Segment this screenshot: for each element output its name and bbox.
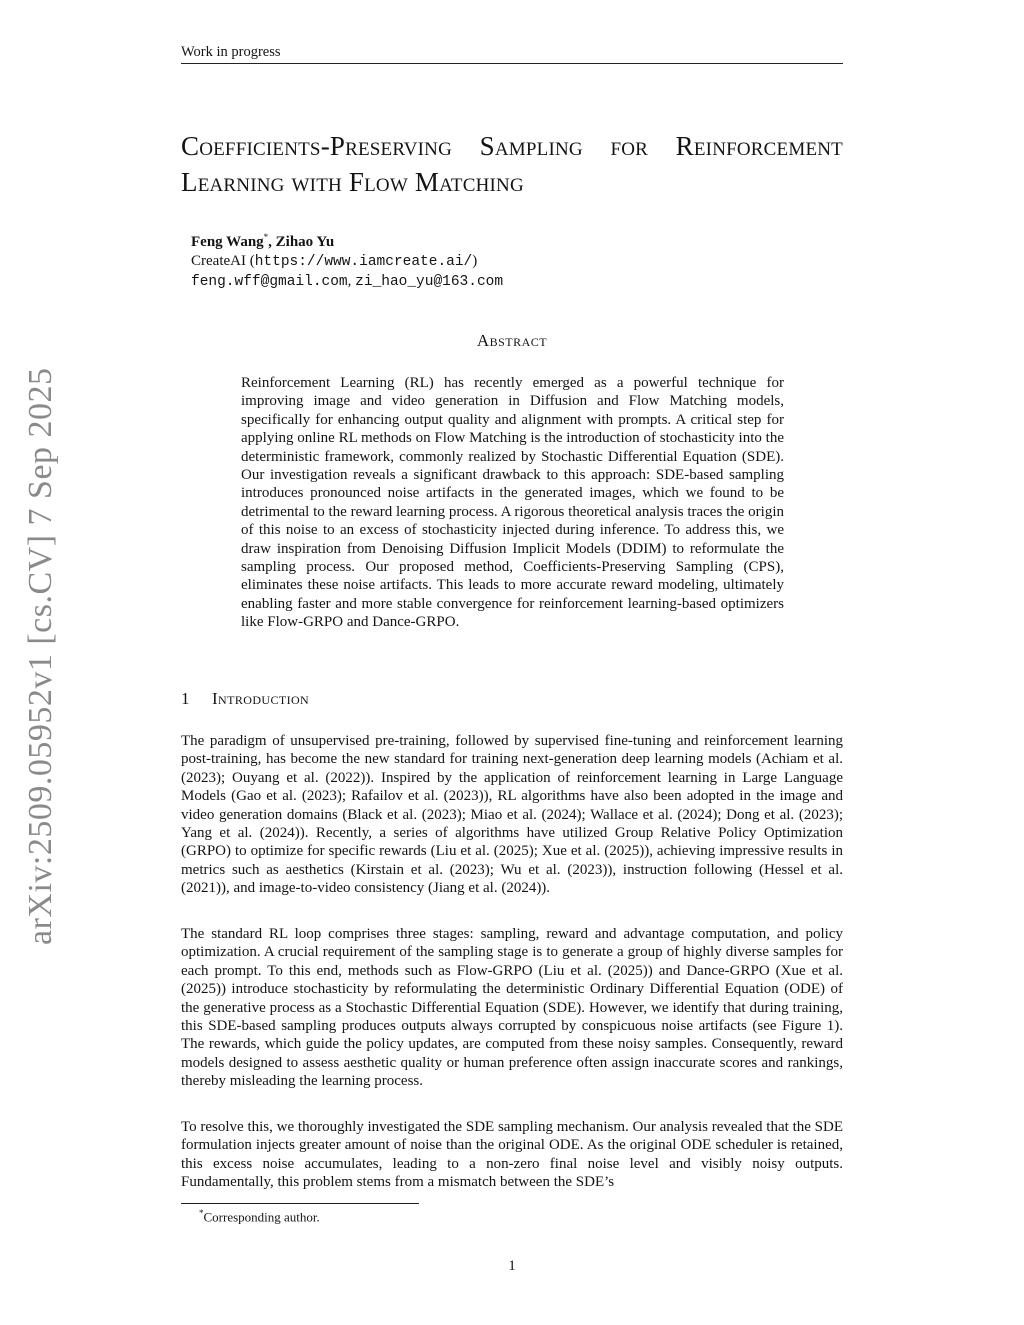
author-second: , Zihao Yu [268, 234, 335, 250]
running-header: Work in progress [181, 44, 843, 64]
paper-title: Coefficients-Preserving Sampling for Reinforcement Learning with Flow Matching [181, 131, 843, 197]
email-separator: , [347, 273, 356, 289]
abstract-heading: Abstract [476, 331, 548, 350]
footnote-text: Corresponding author. [203, 1209, 320, 1225]
affiliation-close: ) [472, 253, 478, 269]
intro-paragraph-3: To resolve this, we thoroughly investigated the SDE sampling mechanism. Our analysis revealed that the SDE formulation injects greater amount of noise than the original ODE. As the original ODE scheduler is retained, this excess noise accumulates, leading to a non-zero final noise level and visibly noisy outputs. Fundamentally, this problem stems from a mismatch between the SDE’s [181, 1119, 843, 1191]
intro-paragraph-1: The paradigm of unsupervised pre-training, followed by supervised fine-tuning and reinforcement learning post-training, has become the new standard for training next-generation deep learning models (Achiam et al. (2023); Ouyang et al. (2022)). Inspired by the application of reinforcement learning in Large Language Models (Gao et al. (2023); Rafailov et al. (2023)), RL algorithms have also been adopted in the image and video generation domains (Black et al. (2023); Miao et al. (2024); Wallace et al. (2024); Dong et al. (2023); Yang et al. (2024)). Recently, a series of algorithms have utilized Group Relative Policy Optimization (GRPO) to optimize for specific rewards (Liu et al. (2025); Xue et al. (2025)), achieving impressive results in metrics such as aesthetics (Kirstain et al. (2023); Wu et al. (2023)), instruction following (Hessel et al. (2021)), and image-to-video consistency (Jiang et al. (2024)). [181, 733, 843, 897]
arxiv-identifier: arXiv:2509.05952v1 [cs.CV] 7 Sep 2025 [22, 367, 59, 945]
section-heading-introduction [181, 689, 309, 709]
email-primary[interactable]: feng.wff@gmail.com [191, 274, 348, 290]
author-names [191, 228, 503, 252]
footnote [199, 1208, 320, 1225]
intro-paragraph-2: The standard RL loop comprises three stages: sampling, reward and advantage computation, and policy optimization. A crucial requirement of the sampling stage is to generate a group of highly diverse samples for each prompt. To this end, methods such as Flow-GRPO (Liu et al. (2025)) and Dance-GRPO (Xue et al. (2025)) introduce stochasticity by reformulating the deterministic Ordinary Differential Equation (ODE) of the generative process as a Stochastic Differential Equation (SDE). However, we identify that during training, this SDE-based sampling produces outputs always corrupted by conspicuous noise artifacts (see Figure 1). The rewards, which guide the policy updates, are computed from these noisy samples. Consequently, reward models designed to assess aesthetic quality or human preference often assign inaccurate scores and rankings, thereby misleading the learning process. [181, 926, 843, 1090]
abstract-text: Reinforcement Learning (RL) has recently emerged as a powerful technique for improving image and video generation in Diffusion and Flow Matching models, specifically for enhancing output quality and alignment with prompts. A critical step for applying online RL methods on Flow Matching is the introduction of stochasticity into the deterministic framework, commonly realized by Stochastic Differential Equation (SDE). Our investigation reveals a significant drawback to this approach: SDE-based sampling introduces pronounced noise artifacts in the generated images, which we found to be detrimental to the reward learning process. A rigorous theoretical analysis traces the origin of this noise to an excess of stochasticity injected during inference. To address this, we draw inspiration from Denoising Diffusion Implicit Models (DDIM) to reformulate the sampling process. Our proposed method, Coefficients-Preserving Sampling (CPS), eliminates these noise artifacts. This leads to more accurate reward modeling, ultimately enabling faster and more stable convergence for reinforcement learning-based optimizers like Flow-GRPO and Dance-GRPO. [241, 375, 784, 631]
author-emails [191, 272, 503, 292]
section-title: Introduction [212, 689, 310, 708]
affiliation-url[interactable]: https://www.iamcreate.ai/ [254, 254, 473, 270]
corresponding-marker: * [263, 232, 269, 242]
footnote-marker: * [199, 1208, 204, 1218]
page-number: 1 [508, 1258, 516, 1274]
footnote-rule [181, 1203, 419, 1204]
author-first: Feng Wang [191, 234, 264, 250]
section-number: 1 [181, 689, 190, 708]
author-block [191, 228, 503, 292]
email-secondary[interactable]: zi_hao_yu@163.com [355, 274, 504, 290]
affiliation-name: CreateAI ( [191, 253, 255, 269]
author-affiliation [191, 252, 503, 272]
